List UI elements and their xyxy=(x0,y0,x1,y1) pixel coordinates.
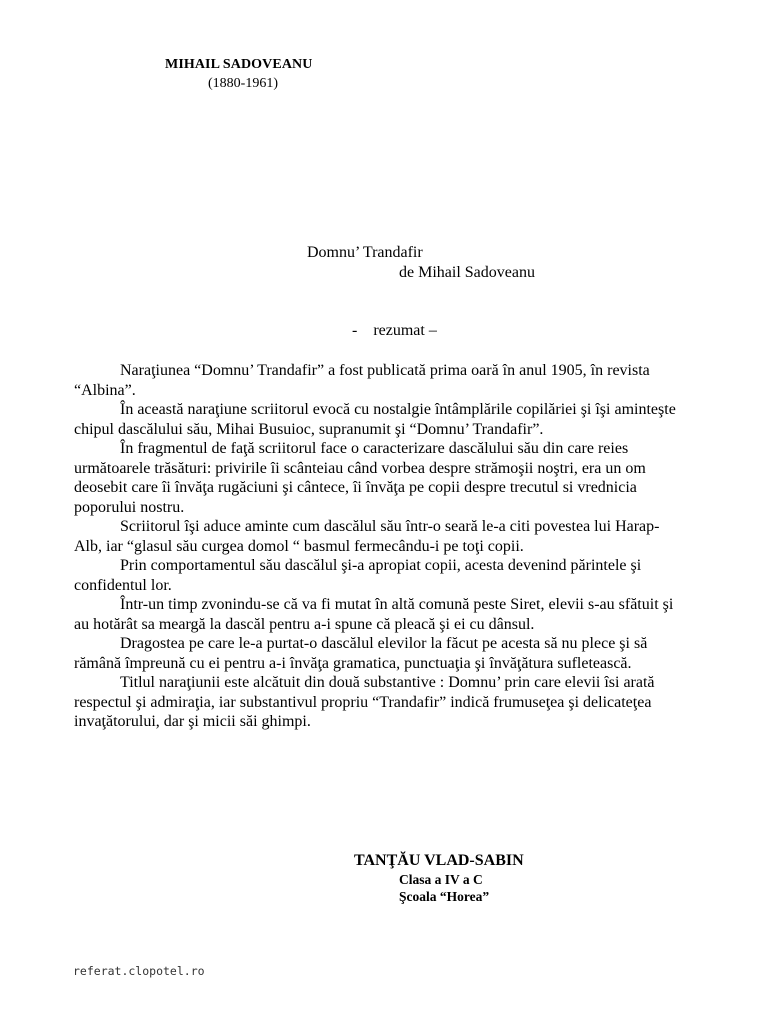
paragraph: Prin comportamentul său dascălul şi-a apropiat copii, acesta devenind părintele şi confidentul lor. xyxy=(74,557,642,594)
student-name: TANŢĂU VLAD-SABIN xyxy=(354,852,524,869)
author-name: MIHAIL SADOVEANU xyxy=(165,57,313,72)
student-class: Clasa a IV a C xyxy=(399,872,483,887)
signature-block xyxy=(354,851,524,905)
source-footer: referat.clopotel.ro xyxy=(73,964,205,978)
student-school: Şcoala “Horea” xyxy=(399,889,490,904)
document-title: Domnu’ Trandafir xyxy=(307,244,423,261)
summary-body xyxy=(74,361,686,732)
document-byline: de Mihail Sadoveanu xyxy=(399,264,535,281)
paragraph: În această naraţiune scriitorul evocă cu nostalgie întâmplările copilăriei şi îşi aminteşte chipul dascălului său, Mihai Busuioc, supranumit şi “Domnu’ Trandafir”. xyxy=(74,401,676,438)
paragraph: Scriitorul îşi aduce aminte cum dascălul său într-o seară le-a citi povestea lui Harap-Alb, iar “glasul său curgea domol “ basmul fermecându-i pe toţi copii. xyxy=(74,518,660,555)
paragraph: În fragmentul de faţă scriitorul face o caracterizare dascălului său din care reies următoarele trăsături: privirile îi scânteiau când vorbea despre strămoşii noştri, era un om deosebit care îi învăţa rugăciuni şi cântece, îi învăţa pe copii despre trecutul si vrednicia poporului nostru. xyxy=(74,440,646,516)
document-subtitle: - rezumat – xyxy=(352,322,437,339)
author-years: (1880-1961) xyxy=(208,76,278,91)
paragraph: Dragostea pe care le-a purtat-o dascălul elevilor la făcut pe acesta să nu plece şi să rămână împreună cu ei pentru a-i învăţa gramatica, punctuaţia şi învăţătura sufletească. xyxy=(74,635,648,672)
paragraph: Într-un timp zvonindu-se că va fi mutat în altă comună peste Siret, elevii s-au sfătuit şi au hotărât sa meargă la dascăl pentru a-i spune că pleacă şi ei cu dânsul. xyxy=(74,596,674,633)
paragraph: Naraţiunea “Domnu’ Trandafir” a fost publicată prima oară în anul 1905, în revista “Albina”. xyxy=(74,362,650,399)
paragraph: Titlul naraţiunii este alcătuit din două substantive : Domnu’ prin care elevii îsi arată respectul şi admiraţia, iar substantivul propriu “Trandafir” indică frumuseţea şi delicateţea invaţătorului, dar şi micii săi ghimpi. xyxy=(74,674,655,730)
